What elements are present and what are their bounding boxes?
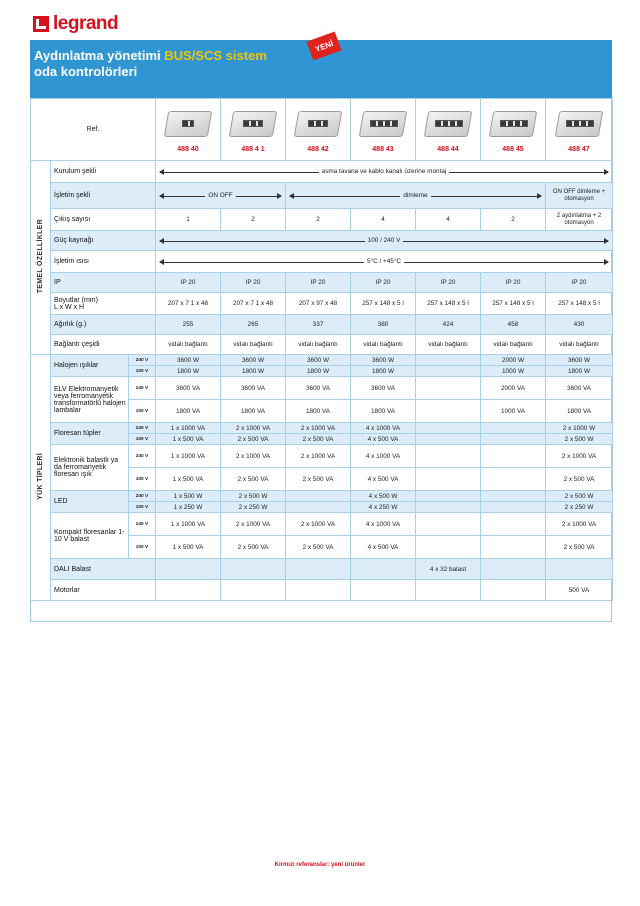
spec-table bbox=[30, 98, 613, 601]
guc-text: 100 / 240 V bbox=[365, 237, 404, 244]
page-header bbox=[30, 40, 612, 98]
value-cell: 257 x 148 x 5 l bbox=[351, 293, 416, 315]
row-guc bbox=[31, 231, 613, 251]
value-cell bbox=[481, 445, 546, 468]
value-cell bbox=[221, 580, 286, 601]
value-cell: 1 x 1000 VA bbox=[156, 445, 221, 468]
value-cell: 2 x 1000 VA bbox=[221, 445, 286, 468]
legrand-logo-icon bbox=[33, 16, 49, 32]
value-cell: 2 x 1000 VA bbox=[221, 513, 286, 536]
value-cell: 3600 VA bbox=[546, 377, 613, 400]
value-cell bbox=[481, 580, 546, 601]
value-cell: vidalı bağlantı bbox=[481, 335, 546, 355]
value-cell bbox=[481, 536, 546, 559]
value-cell bbox=[156, 580, 221, 601]
value-cell: 4 x 32 balast bbox=[416, 559, 481, 580]
value-cell bbox=[416, 536, 481, 559]
product-image bbox=[554, 107, 604, 141]
value-cell: 1800 VA bbox=[286, 400, 351, 423]
value-cell: 500 VA bbox=[546, 580, 613, 601]
product-cell bbox=[156, 99, 221, 161]
value-cell: 257 x 148 x 5 l bbox=[546, 293, 613, 315]
value-cell: 1800 VA bbox=[156, 400, 221, 423]
value-cell: 2 bbox=[481, 209, 546, 231]
ref-number: 488 40 bbox=[177, 145, 199, 153]
row-label: Bağlantı çeşidi bbox=[51, 335, 156, 355]
product-cell bbox=[546, 99, 613, 161]
product-image bbox=[423, 107, 473, 141]
value-cell: 1800 VA bbox=[546, 400, 613, 423]
guc-span bbox=[156, 231, 613, 251]
value-cell: 2 x 1000 VA bbox=[546, 513, 613, 536]
value-cell: 2 aydınlatma + 2 otomasyon bbox=[546, 209, 613, 231]
value-cell: 1800 VA bbox=[221, 400, 286, 423]
value-cell: 207 x 97 x 48 bbox=[286, 293, 351, 315]
value-cell: 3600 VA bbox=[351, 377, 416, 400]
row-dali bbox=[31, 559, 613, 580]
value-cell: 4 x 500 VA bbox=[351, 434, 416, 445]
value-cell: 2 x 500 VA bbox=[221, 434, 286, 445]
value-cell: 3600 W bbox=[286, 355, 351, 366]
product-cell bbox=[221, 99, 286, 161]
value-cell: 2 x 500 W bbox=[546, 434, 613, 445]
value-cell: 1 x 1000 VA bbox=[156, 423, 221, 434]
voltage-label: 100 V bbox=[129, 468, 156, 491]
value-cell: 2 bbox=[286, 209, 351, 231]
value-cell: 2 x 1000 VA bbox=[286, 513, 351, 536]
value-cell bbox=[416, 513, 481, 536]
row-led-240 bbox=[31, 491, 613, 502]
voltage-label: 240 V bbox=[129, 423, 156, 434]
row-label: Ağırlık (g.) bbox=[51, 315, 156, 335]
value-cell: 4 x 500 VA bbox=[351, 536, 416, 559]
value-cell: vidalı bağlantı bbox=[416, 335, 481, 355]
value-cell: 1800 W bbox=[221, 366, 286, 377]
value-cell bbox=[351, 559, 416, 580]
value-cell: 207 x 7 1 x 48 bbox=[156, 293, 221, 315]
value-cell bbox=[416, 468, 481, 491]
value-cell: IP 20 bbox=[546, 273, 613, 293]
value-cell: 2 x 1000 VA bbox=[221, 423, 286, 434]
ref-number: 488 4 1 bbox=[241, 145, 265, 153]
value-cell: 207 x 7 1 x 48 bbox=[221, 293, 286, 315]
value-cell: 1000 W bbox=[481, 366, 546, 377]
product-image bbox=[293, 107, 343, 141]
value-cell: IP 20 bbox=[416, 273, 481, 293]
value-cell: vidalı bağlantı bbox=[351, 335, 416, 355]
row-kompakt-240 bbox=[31, 513, 613, 536]
value-cell bbox=[221, 559, 286, 580]
value-cell: 257 x 148 x 5 l bbox=[481, 293, 546, 315]
value-cell bbox=[546, 559, 613, 580]
value-cell bbox=[481, 468, 546, 491]
value-cell: 458 bbox=[481, 315, 546, 335]
row-ip bbox=[31, 273, 613, 293]
ref-number: 488 44 bbox=[437, 145, 459, 153]
row-label: Halojen ışıklar bbox=[51, 355, 129, 377]
value-cell: 337 bbox=[286, 315, 351, 335]
value-cell bbox=[416, 355, 481, 366]
value-cell: IP 20 bbox=[286, 273, 351, 293]
group-label-cell bbox=[31, 161, 51, 355]
value-cell: 2 x 500 VA bbox=[546, 536, 613, 559]
value-cell bbox=[286, 559, 351, 580]
value-cell: 380 bbox=[351, 315, 416, 335]
voltage-label: 100 V bbox=[129, 502, 156, 513]
row-label: Floresan tüpler bbox=[51, 423, 129, 445]
value-cell: 1800 VA bbox=[351, 400, 416, 423]
row-boyut bbox=[31, 293, 613, 315]
row-label: IP bbox=[51, 273, 156, 293]
row-halojen-240 bbox=[31, 355, 613, 366]
brand-name: legrand bbox=[53, 13, 119, 34]
legrand-logo bbox=[33, 14, 118, 34]
row-label: Kompakt floresanlar 1-10 V balast bbox=[51, 513, 129, 559]
ref-number: 488 42 bbox=[307, 145, 329, 153]
voltage-label: 100 V bbox=[129, 400, 156, 423]
value-cell: 2 x 500 VA bbox=[286, 536, 351, 559]
row-label: Güç kaynağı bbox=[51, 231, 156, 251]
kurulum-text: asma tavana ve kablo kanalı üzerine montaj bbox=[319, 168, 450, 175]
voltage-label: 100 V bbox=[129, 434, 156, 445]
value-cell: 2 x 250 W bbox=[221, 502, 286, 513]
row-label: Çıkış sayısı bbox=[51, 209, 156, 231]
value-cell bbox=[416, 366, 481, 377]
value-cell: 424 bbox=[416, 315, 481, 335]
product-cell bbox=[351, 99, 416, 161]
value-cell: 1 x 500 VA bbox=[156, 536, 221, 559]
value-cell: 1 x 1000 VA bbox=[156, 513, 221, 536]
value-cell bbox=[416, 434, 481, 445]
row-baglanti bbox=[31, 335, 613, 355]
voltage-label: 240 V bbox=[129, 491, 156, 502]
group-label-temel: TEMEL ÖZELLİKLER bbox=[37, 219, 44, 294]
product-cell bbox=[416, 99, 481, 161]
row-label: Kurulum şekli bbox=[51, 161, 156, 183]
value-cell: 1 x 500 W bbox=[156, 491, 221, 502]
value-cell bbox=[481, 423, 546, 434]
footer-note: Kırmızı referanslar: yeni ürünler bbox=[274, 862, 366, 868]
row-label: İşletim ısısı bbox=[51, 251, 156, 273]
value-cell: 4 x 1000 VA bbox=[351, 513, 416, 536]
isletim-last: ON OFF dimleme + otomasyon bbox=[546, 183, 613, 209]
page-title bbox=[34, 48, 267, 80]
value-cell: 2 x 500 VA bbox=[546, 468, 613, 491]
value-cell: 2 x 500 VA bbox=[286, 468, 351, 491]
value-cell: vidalı bağlantı bbox=[156, 335, 221, 355]
value-cell: IP 20 bbox=[351, 273, 416, 293]
new-badge: YENİ bbox=[306, 31, 341, 60]
product-image bbox=[488, 107, 538, 141]
value-cell: 3600 W bbox=[351, 355, 416, 366]
row-label: DALI Balast bbox=[51, 559, 156, 580]
isletim-onoff-span bbox=[156, 183, 286, 209]
value-cell bbox=[416, 580, 481, 601]
row-label: ELV Elektromanyetik veya ferromanyetik transformatörlü halojen lambalar bbox=[51, 377, 129, 423]
title-accent: BUS/SCS sistem bbox=[164, 48, 267, 63]
ref-number: 488 47 bbox=[568, 145, 590, 153]
sicaklik-text: 5°C / +45°C bbox=[364, 258, 404, 265]
value-cell bbox=[286, 491, 351, 502]
value-cell bbox=[481, 491, 546, 502]
row-sicaklik bbox=[31, 251, 613, 273]
value-cell: 2 bbox=[221, 209, 286, 231]
value-cell bbox=[351, 580, 416, 601]
value-cell: 2000 W bbox=[481, 355, 546, 366]
row-agirlik bbox=[31, 315, 613, 335]
value-cell bbox=[416, 491, 481, 502]
value-cell: 2 x 500 W bbox=[546, 491, 613, 502]
product-cell bbox=[481, 99, 546, 161]
value-cell bbox=[416, 423, 481, 434]
group-label-cell bbox=[31, 355, 51, 601]
value-cell bbox=[156, 559, 221, 580]
row-cikis bbox=[31, 209, 613, 231]
value-cell bbox=[286, 502, 351, 513]
value-cell bbox=[416, 445, 481, 468]
ref-row bbox=[31, 99, 613, 161]
product-image bbox=[228, 107, 278, 141]
value-cell: 430 bbox=[546, 315, 613, 335]
sicaklik-span bbox=[156, 251, 613, 273]
value-cell: 3600 VA bbox=[286, 377, 351, 400]
value-cell: 1800 W bbox=[286, 366, 351, 377]
value-cell: 265 bbox=[221, 315, 286, 335]
value-cell bbox=[416, 377, 481, 400]
value-cell: 1800 W bbox=[351, 366, 416, 377]
value-cell bbox=[416, 502, 481, 513]
value-cell: 4 x 500 W bbox=[351, 491, 416, 502]
value-cell: 2 x 1000 VA bbox=[286, 445, 351, 468]
value-cell: 3600 W bbox=[156, 355, 221, 366]
row-elektronik-240 bbox=[31, 445, 613, 468]
row-isletim bbox=[31, 183, 613, 209]
value-cell: 2 x 500 VA bbox=[221, 536, 286, 559]
value-cell: 1800 W bbox=[546, 366, 613, 377]
row-label bbox=[51, 293, 156, 315]
row-label: Motorlar bbox=[51, 580, 156, 601]
row-kurulum bbox=[31, 161, 613, 183]
value-cell: 1 bbox=[156, 209, 221, 231]
value-cell bbox=[481, 559, 546, 580]
isletim-dim-span bbox=[286, 183, 546, 209]
value-cell: 4 bbox=[416, 209, 481, 231]
value-cell: 2 x 1000 VA bbox=[546, 445, 613, 468]
ref-number: 488 43 bbox=[372, 145, 394, 153]
kurulum-span bbox=[156, 161, 613, 183]
isletim-dimleme: dimleme bbox=[400, 192, 430, 199]
voltage-label: 240 V bbox=[129, 355, 156, 366]
value-cell: vidalı bağlantı bbox=[546, 335, 613, 355]
value-cell: 3600 VA bbox=[221, 377, 286, 400]
row-label: İşletim şekli bbox=[51, 183, 156, 209]
value-cell: 4 x 1000 VA bbox=[351, 445, 416, 468]
product-image bbox=[163, 107, 213, 141]
row-motor bbox=[31, 580, 613, 601]
isletim-onoff: ON OFF bbox=[205, 192, 235, 199]
group-label-yuk: YÜK TİPLERİ bbox=[37, 453, 44, 500]
ref-number: 488 45 bbox=[502, 145, 524, 153]
title-part1: Aydınlatma yönetimi bbox=[34, 48, 165, 63]
value-cell bbox=[416, 400, 481, 423]
value-cell: IP 20 bbox=[156, 273, 221, 293]
value-cell: 3600 VA bbox=[156, 377, 221, 400]
value-cell: 1 x 500 VA bbox=[156, 434, 221, 445]
value-cell: 4 x 250 W bbox=[351, 502, 416, 513]
row-floresan-240 bbox=[31, 423, 613, 434]
value-cell: 3600 W bbox=[221, 355, 286, 366]
value-cell bbox=[286, 580, 351, 601]
value-cell: 2 x 500 W bbox=[221, 491, 286, 502]
value-cell: IP 20 bbox=[481, 273, 546, 293]
product-image bbox=[358, 107, 408, 141]
voltage-label: 240 V bbox=[129, 513, 156, 536]
value-cell: 2 x 1000 W bbox=[546, 423, 613, 434]
value-cell: 2 x 500 VA bbox=[221, 468, 286, 491]
value-cell: vidalı bağlantı bbox=[221, 335, 286, 355]
value-cell: 257 x 148 x 5 l bbox=[416, 293, 481, 315]
value-cell: 2 x 500 VA bbox=[286, 434, 351, 445]
row-label: Elektronik balastlı ya da ferromanyetik floresan ışık bbox=[51, 445, 129, 491]
value-cell: 1000 VA bbox=[481, 400, 546, 423]
value-cell: 1 x 250 W bbox=[156, 502, 221, 513]
value-cell: 4 bbox=[351, 209, 416, 231]
row-label: LED bbox=[51, 491, 129, 513]
boyut-label1: Boyutlar (mm) bbox=[54, 296, 98, 304]
ref-label: Ref. bbox=[31, 99, 156, 161]
value-cell bbox=[481, 513, 546, 536]
title-line2: oda kontrolörleri bbox=[34, 64, 138, 79]
voltage-label: 100 V bbox=[129, 536, 156, 559]
value-cell bbox=[481, 434, 546, 445]
voltage-label: 240 V bbox=[129, 377, 156, 400]
value-cell: 3600 W bbox=[546, 355, 613, 366]
value-cell: 1800 W bbox=[156, 366, 221, 377]
value-cell: 2 x 250 W bbox=[546, 502, 613, 513]
voltage-label: 100 V bbox=[129, 366, 156, 377]
value-cell: 4 x 1000 VA bbox=[351, 423, 416, 434]
value-cell: 255 bbox=[156, 315, 221, 335]
boyut-label2: L x W x H bbox=[54, 303, 85, 311]
value-cell: 4 x 500 VA bbox=[351, 468, 416, 491]
value-cell: 1 x 500 VA bbox=[156, 468, 221, 491]
value-cell: vidalı bağlantı bbox=[286, 335, 351, 355]
value-cell: 2 x 1000 VA bbox=[286, 423, 351, 434]
value-cell bbox=[481, 502, 546, 513]
row-elv-240 bbox=[31, 377, 613, 400]
value-cell: 2000 VA bbox=[481, 377, 546, 400]
voltage-label: 240 V bbox=[129, 445, 156, 468]
value-cell: IP 20 bbox=[221, 273, 286, 293]
product-cell bbox=[286, 99, 351, 161]
